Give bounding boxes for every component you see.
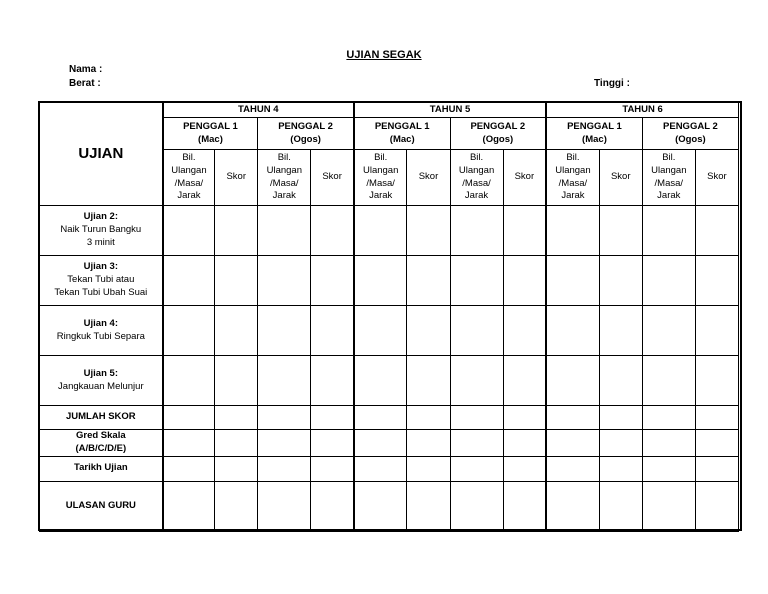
score-cell[interactable] [258,430,311,457]
score-cell[interactable] [215,430,258,457]
bil-header [258,150,311,206]
bil-header-line: Jarak [177,190,201,202]
gred-skala-label-line: (A/B/C/D/E) [75,442,127,454]
score-cell[interactable] [163,206,215,256]
term-label: PENGGAL 2 [470,120,526,132]
score-cell[interactable] [311,406,354,430]
score-cell[interactable] [258,206,311,256]
term-header [258,118,354,150]
term-header [546,118,642,150]
year-header: TAHUN 5 [354,103,546,118]
skor-header: Skor [311,150,354,206]
summary-row [40,406,739,430]
year-header: TAHUN 4 [163,103,354,118]
test-label [40,256,163,306]
test-label [40,306,163,356]
test-name: Tekan Tubi Ubah Suai [54,286,148,298]
score-cell[interactable] [642,456,695,481]
score-cell[interactable] [695,306,738,356]
score-cell[interactable] [546,481,599,531]
bil-header-line: Jarak [561,190,585,202]
test-number: Ujian 4: [83,317,118,329]
skor-header: Skor [407,150,450,206]
bil-header-line: Bil. [182,151,196,163]
score-cell[interactable] [503,356,546,406]
score-cell[interactable] [503,206,546,256]
bil-header-line: /Masa/ [558,177,588,189]
term-label: PENGGAL 2 [663,120,718,132]
skor-header: Skor [503,150,546,206]
score-cell[interactable] [642,356,695,406]
ulasan-guru-label: ULASAN GURU [40,481,163,531]
bil-header [354,150,407,206]
term-label: PENGGAL 1 [374,120,430,132]
score-cell[interactable] [311,481,354,531]
score-cell[interactable] [163,406,215,430]
term-month: (Ogos) [290,133,321,145]
nama-label: Nama : [69,64,103,75]
bil-header-line: /Masa/ [174,177,204,189]
bil-header [546,150,599,206]
bil-header-line: Ulangan [651,164,687,176]
score-cell[interactable] [163,256,215,306]
score-cell[interactable] [311,356,354,406]
score-cell[interactable] [546,206,599,256]
term-header [354,118,450,150]
test-name: Jangkauan Melunjur [58,380,144,392]
score-cell[interactable] [354,356,407,406]
score-cell[interactable] [599,206,642,256]
score-cell[interactable] [215,481,258,531]
score-cell[interactable] [354,206,407,256]
score-cell[interactable] [695,406,738,430]
score-cell[interactable] [695,456,738,481]
score-cell[interactable] [546,406,599,430]
bil-header-line: Ulangan [171,164,207,176]
term-label: PENGGAL 2 [278,120,333,132]
score-cell[interactable] [311,206,354,256]
score-cell[interactable] [450,456,503,481]
score-cell[interactable] [450,206,503,256]
score-cell[interactable] [163,430,215,457]
term-label: PENGGAL 1 [567,120,622,132]
score-cell[interactable] [546,456,599,481]
score-cell[interactable] [503,406,546,430]
test-name: Ringkuk Tubi Separa [56,330,145,342]
score-cell[interactable] [407,430,450,457]
score-cell[interactable] [311,256,354,306]
test-number: Ujian 5: [83,367,118,379]
summary-row [40,456,739,481]
score-cell[interactable] [503,430,546,457]
test-name: Naik Turun Bangku [60,224,142,236]
bil-header-line: /Masa/ [270,177,299,189]
score-cell[interactable] [354,406,407,430]
test-row [40,256,739,306]
score-cell[interactable] [311,456,354,481]
test-label [40,206,163,256]
score-cell[interactable] [311,306,354,356]
tinggi-label: Tinggi : [594,78,630,89]
score-cell[interactable] [546,256,599,306]
score-cell[interactable] [215,356,258,406]
test-name: 3 minit [86,236,115,248]
score-cell[interactable] [599,256,642,306]
score-cell[interactable] [163,306,215,356]
score-cell[interactable] [163,456,215,481]
score-cell[interactable] [642,481,695,531]
score-cell[interactable] [354,306,407,356]
score-cell[interactable] [546,430,599,457]
summary-row [40,430,739,457]
score-cell[interactable] [642,206,695,256]
gred-skala-label-line: Gred Skala [76,430,126,441]
term-month: (Ogos) [482,133,514,145]
score-cell[interactable] [354,256,407,306]
summary-row [40,481,739,531]
test-row [40,356,739,406]
score-cell[interactable] [450,430,503,457]
term-month: (Ogos) [675,133,706,145]
bil-header-line: Bil. [277,151,291,163]
score-cell[interactable] [642,306,695,356]
skor-header: Skor [599,150,642,206]
bil-header-line: /Masa/ [654,177,684,189]
score-cell[interactable] [546,306,599,356]
test-number: Ujian 2: [83,211,118,223]
score-cell[interactable] [215,456,258,481]
gred-skala-label [40,430,163,457]
bil-header-line: Bil. [469,151,484,163]
header-row-years [40,103,739,118]
term-label: PENGGAL 1 [183,120,238,132]
term-month: (Mac) [389,133,415,145]
score-cell[interactable] [258,306,311,356]
bil-header-line: Bil. [566,151,580,163]
score-cell[interactable] [599,356,642,406]
berat-label: Berat : [69,78,101,89]
score-cell[interactable] [311,430,354,457]
score-cell[interactable] [258,456,311,481]
test-row [40,306,739,356]
score-cell[interactable] [503,306,546,356]
score-cell[interactable] [354,456,407,481]
year-header: TAHUN 6 [546,103,738,118]
score-cell[interactable] [599,306,642,356]
score-cell[interactable] [215,206,258,256]
skor-header: Skor [215,150,258,206]
score-cell[interactable] [599,406,642,430]
score-cell[interactable] [450,406,503,430]
score-cell[interactable] [258,481,311,531]
score-cell[interactable] [599,430,642,457]
bil-header-line: Bil. [662,151,676,163]
score-cell[interactable] [503,481,546,531]
score-cell[interactable] [407,306,450,356]
term-header [450,118,546,150]
jumlah-skor-label: JUMLAH SKOR [40,406,163,430]
bil-header-line: Jarak [464,190,489,202]
bil-header-line: Ulangan [555,164,591,176]
score-cell[interactable] [695,206,738,256]
score-cell[interactable] [407,256,450,306]
bil-header-line: Jarak [369,190,393,202]
term-month: (Mac) [198,133,223,145]
form-title: UJIAN SEGAK [346,49,422,61]
score-cell[interactable] [503,456,546,481]
score-cell[interactable] [450,481,503,531]
score-cell[interactable] [642,430,695,457]
skor-header: Skor [695,150,738,206]
term-header [163,118,258,150]
test-label [40,356,163,406]
tarikh-ujian-label: Tarikh Ujian [40,456,163,481]
score-cell[interactable] [215,306,258,356]
bil-header-line: Jarak [272,190,296,202]
score-cell[interactable] [450,356,503,406]
term-header [642,118,738,150]
score-cell[interactable] [215,256,258,306]
bil-header [163,150,215,206]
score-cell[interactable] [407,356,450,406]
ujian-header: UJIAN [40,103,163,206]
score-cell[interactable] [354,481,407,531]
score-cell[interactable] [163,356,215,406]
score-cell[interactable] [258,256,311,306]
score-cell[interactable] [215,406,258,430]
score-cell[interactable] [695,256,738,306]
test-number: Ujian 3: [83,261,118,273]
bil-header-line: Bil. [374,151,388,163]
score-cell[interactable] [695,356,738,406]
score-cell[interactable] [503,256,546,306]
score-cell[interactable] [450,256,503,306]
fitness-test-table [39,102,739,532]
score-cell[interactable] [695,430,738,457]
score-cell[interactable] [407,456,450,481]
score-cell[interactable] [546,356,599,406]
bil-header-line: Ulangan [458,164,495,176]
score-cell[interactable] [258,406,311,430]
score-cell[interactable] [599,456,642,481]
test-name: Tekan Tubi atau [67,274,135,286]
bil-header-line: /Masa/ [366,177,395,189]
score-cell[interactable] [695,481,738,531]
bil-header [642,150,695,206]
score-cell[interactable] [407,206,450,256]
bil-header-line: Ulangan [266,164,302,176]
bil-header-line: Jarak [657,190,681,202]
score-cell[interactable] [450,306,503,356]
term-month: (Mac) [582,133,607,145]
bil-header [450,150,503,206]
score-cell[interactable] [354,430,407,457]
bil-header-line: Ulangan [362,164,399,176]
bil-header-line: /Masa/ [462,177,491,189]
score-cell[interactable] [258,356,311,406]
test-row [40,206,739,256]
score-cell[interactable] [407,481,450,531]
score-cell[interactable] [642,406,695,430]
score-cell[interactable] [407,406,450,430]
score-cell[interactable] [163,481,215,531]
score-cell[interactable] [642,256,695,306]
score-cell[interactable] [599,481,642,531]
